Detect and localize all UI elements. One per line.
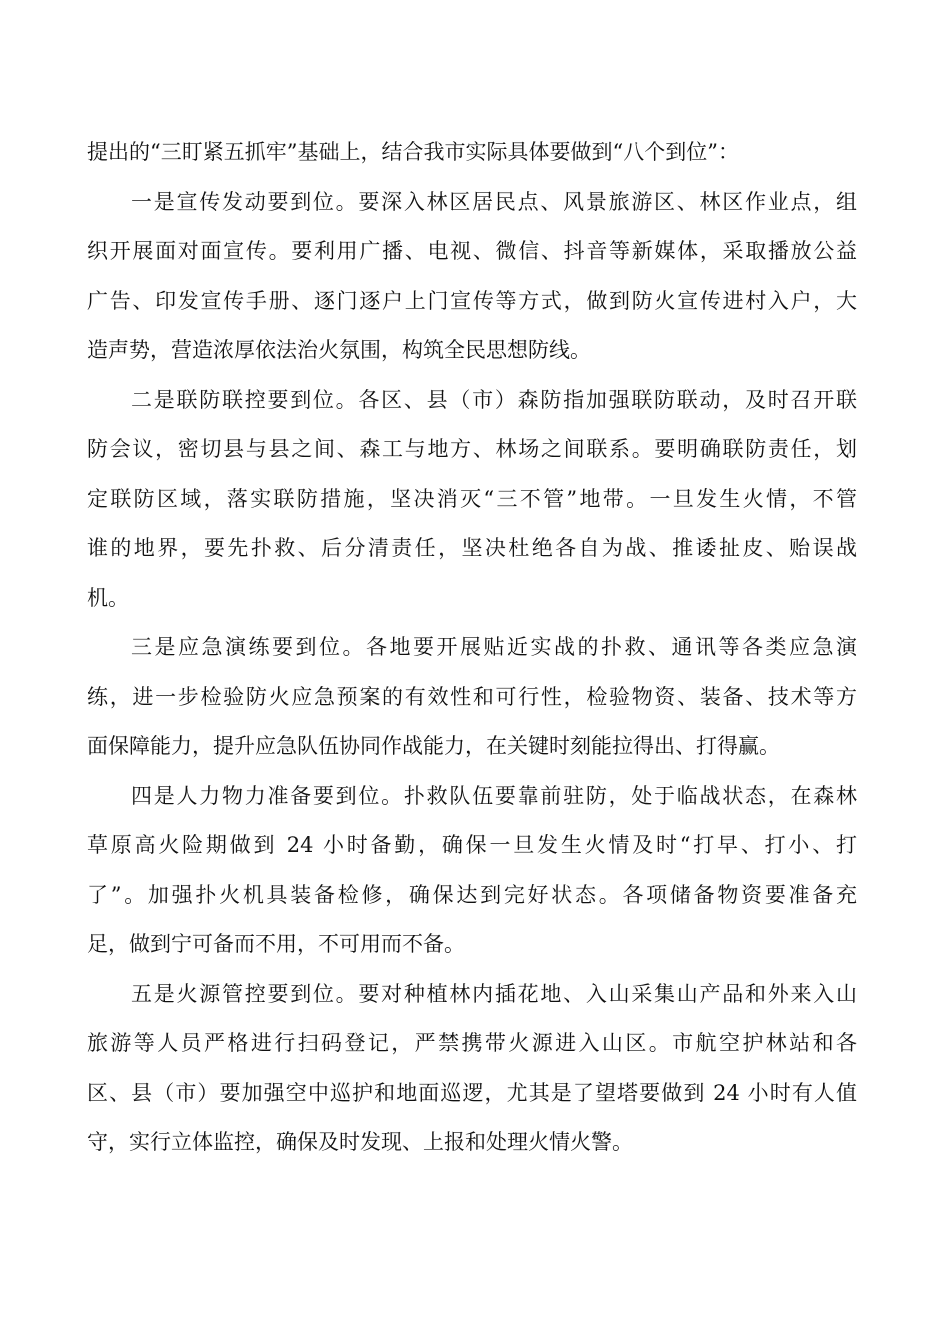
- text-line: 三是应急演练要到位。各地要开展贴近实战的扑救、通讯等各类应急演: [131, 635, 857, 659]
- text-line: 练，进一步检验防火应急预案的有效性和可行性，检验物资、装备、技术等方: [87, 684, 857, 709]
- text-line: 机。: [87, 585, 129, 610]
- text-line: 区、县（市）要加强空中巡护和地面巡逻，尤其是了望塔要做到 24 小时有人值: [87, 1080, 857, 1105]
- text-line: 面保障能力，提升应急队伍协同作战能力，在关键时刻能拉得出、打得赢。: [87, 734, 780, 758]
- text-line: 草原高火险期做到 24 小时备勤，确保一旦发生火情及时“打早、打小、打: [87, 833, 857, 857]
- text-line: 了”。加强扑火机具装备检修，确保达到完好状态。各项储备物资要准备充: [87, 882, 857, 907]
- text-line: 五是火源管控要到位。要对种植林内插花地、入山采集山产品和外来入山: [131, 981, 857, 1006]
- text-line: 一是宣传发动要到位。要深入林区居民点、风景旅游区、林区作业点，组: [131, 189, 857, 214]
- document-body: [87, 128, 857, 1168]
- text-line: 谁的地界，要先扑救、后分清责任，坚决杜绝各自为战、推诿扯皮、贻误战: [87, 536, 857, 560]
- text-line: 足，做到宁可备而不用，不可用而不备。: [87, 932, 465, 956]
- text-line: 提出的“三盯紧五抓牢”基础上，结合我市实际具体要做到“八个到位”：: [87, 140, 739, 164]
- text-line: 广告、印发宣传手册、逐门逐户上门宣传等方式，做到防火宣传进村入户，大: [87, 288, 857, 313]
- text-line: 四是人力物力准备要到位。扑救队伍要靠前驻防，处于临战状态，在森林: [131, 783, 857, 808]
- text-line: 二是联防联控要到位。各区、县（市）森防指加强联防联动，及时召开联: [131, 387, 857, 412]
- text-line: 旅游等人员严格进行扫码登记，严禁携带火源进入山区。市航空护林站和各: [87, 1031, 857, 1055]
- text-line: 防会议，密切县与县之间、森工与地方、林场之间联系。要明确联防责任，划: [87, 437, 857, 461]
- text-line: 定联防区域，落实联防措施，坚决消灭“三不管”地带。一旦发生火情，不管: [87, 486, 857, 511]
- text-line: 造声势，营造浓厚依法治火氛围，构筑全民思想防线。: [87, 338, 591, 362]
- text-line: 织开展面对面宣传。要利用广播、电视、微信、抖音等新媒体，采取播放公益: [87, 239, 857, 263]
- text-line: 守，实行立体监控，确保及时发现、上报和处理火情火警。: [87, 1130, 633, 1154]
